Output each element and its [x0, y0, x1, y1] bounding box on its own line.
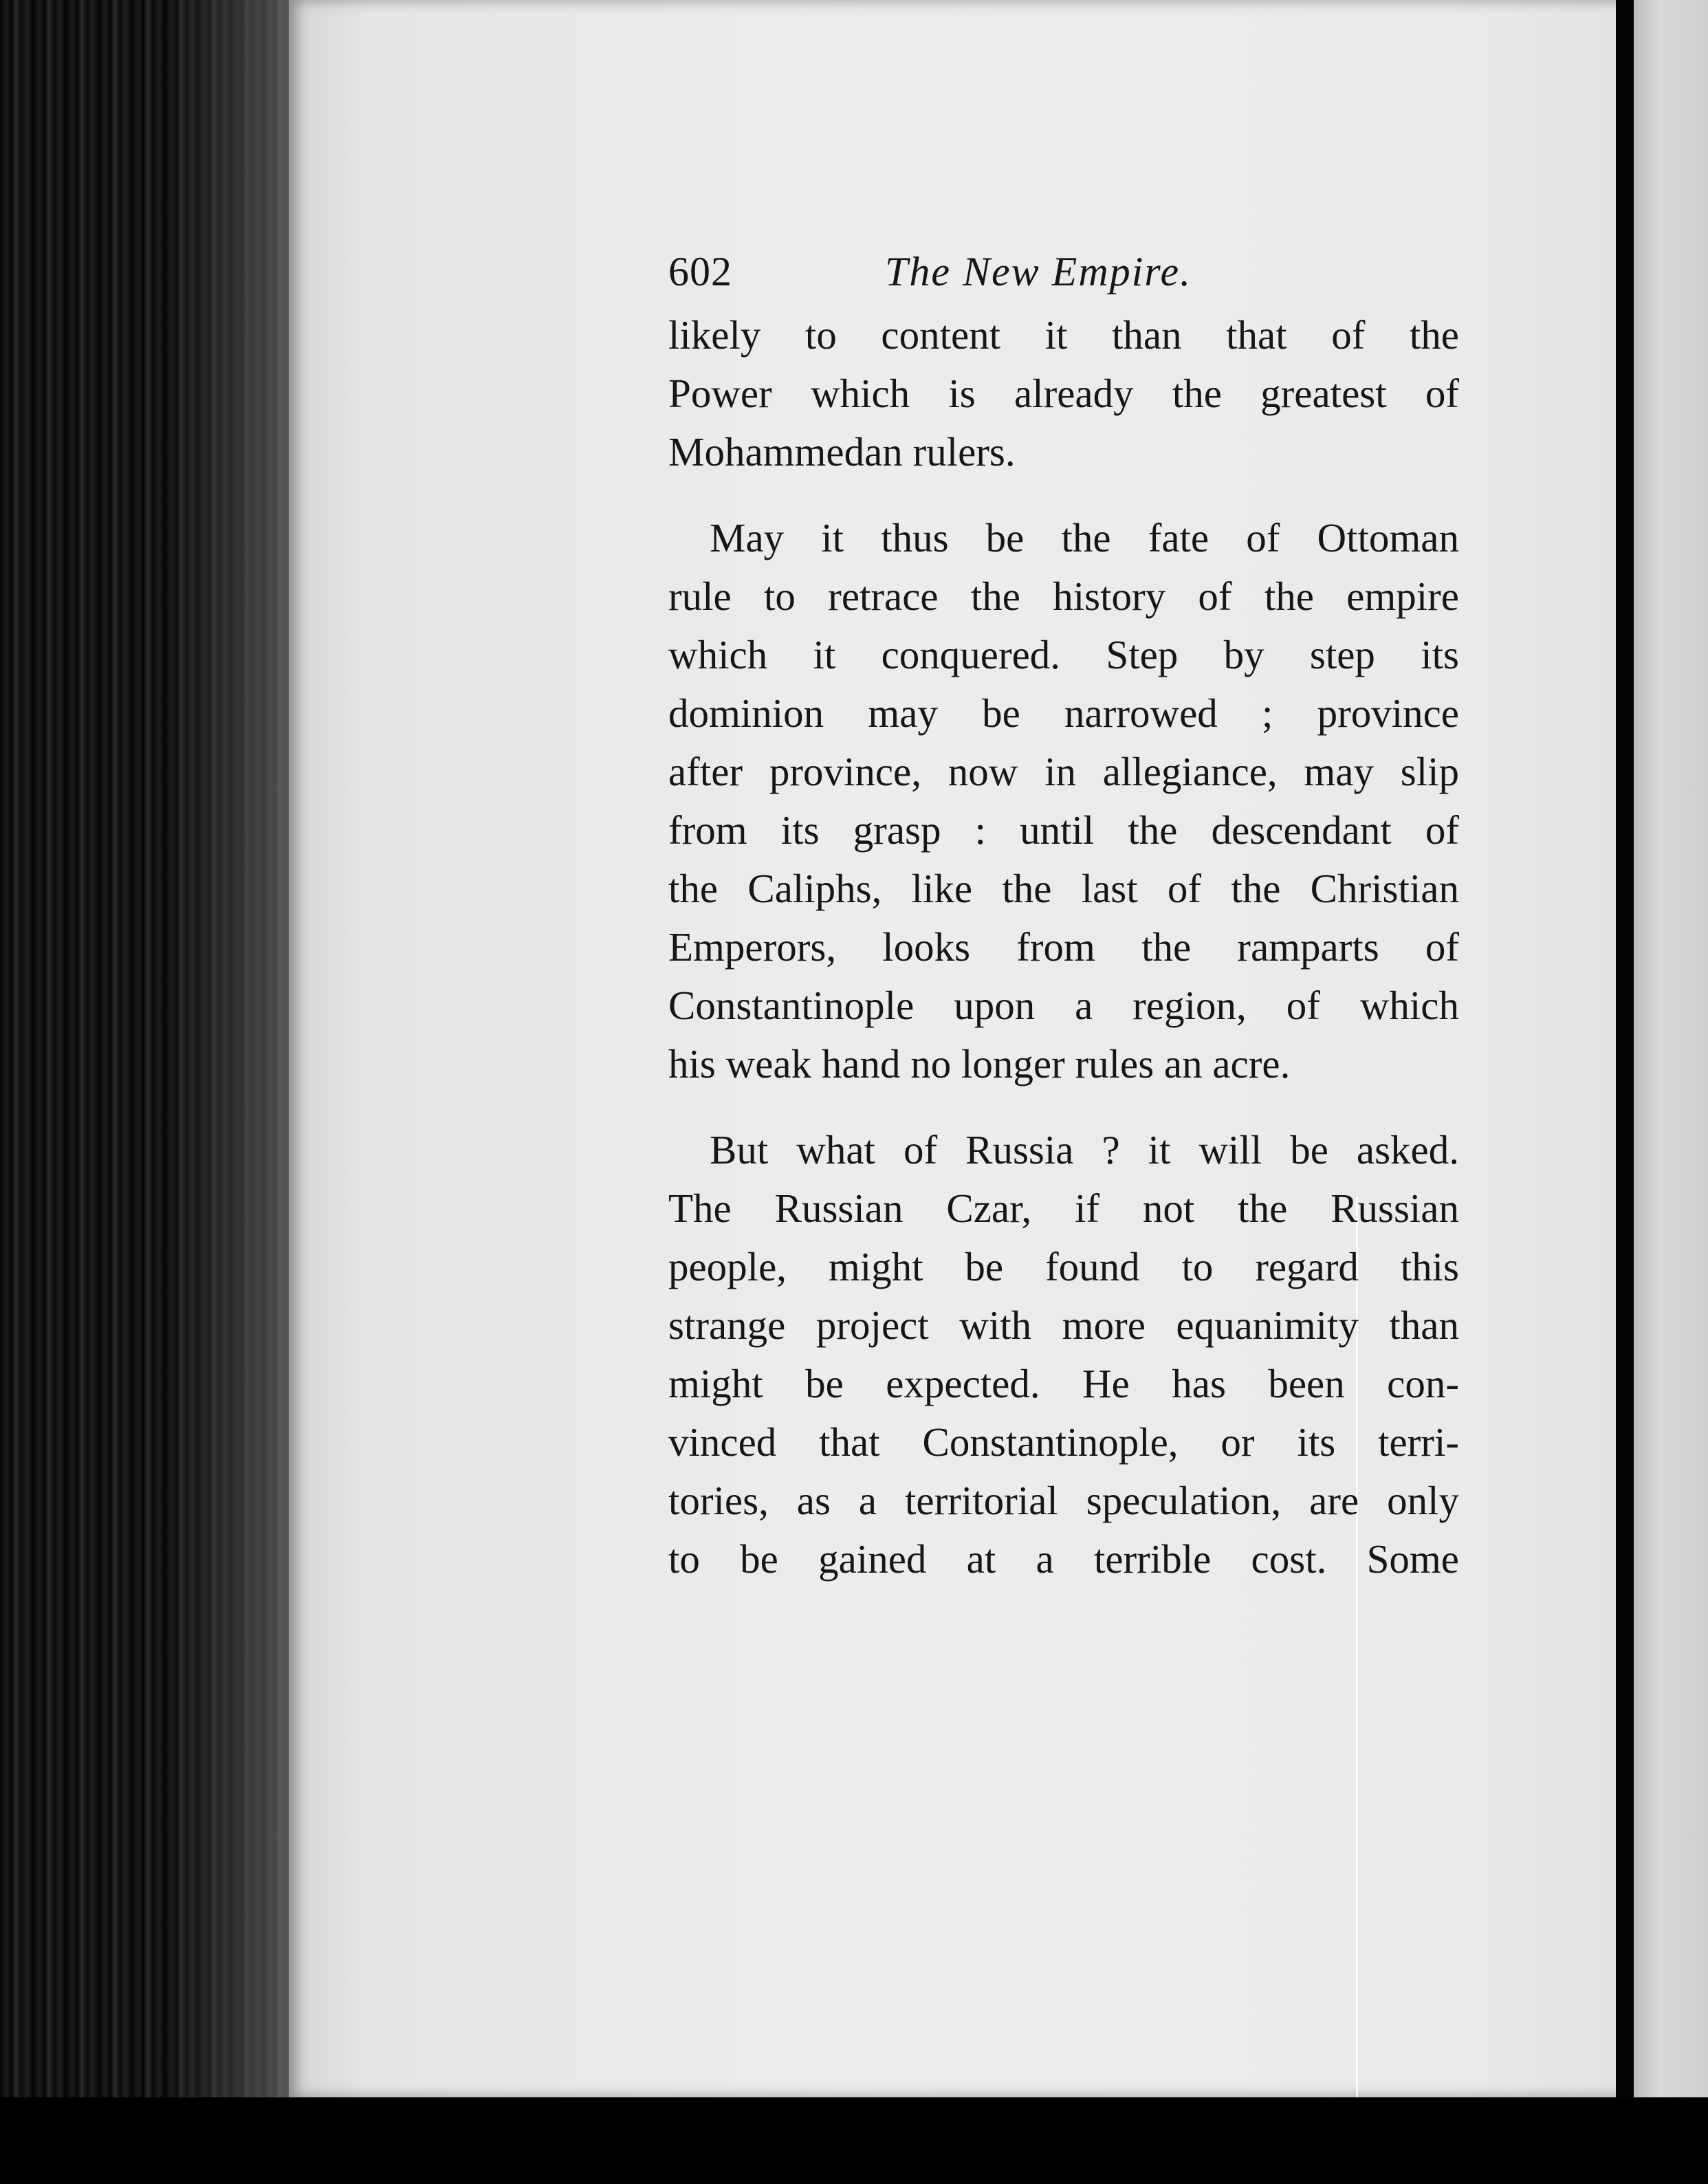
- text-line: strange project with more equanimity than: [668, 1302, 1459, 1348]
- text-line: tories, as a territorial speculation, are only: [668, 1478, 1459, 1523]
- text-line: people, might be found to regard this: [668, 1244, 1459, 1289]
- text-line: Power which is already the greatest of: [668, 371, 1459, 416]
- text-line: his weak hand no longer rules an acre.: [668, 1041, 1291, 1086]
- facing-page-edge: [1634, 0, 1708, 2184]
- text-line: Mohammedan rulers.: [668, 429, 1016, 474]
- text-line: vinced that Constantinople, or its terri-: [668, 1419, 1459, 1465]
- scan-bottom-border: [0, 2097, 1708, 2184]
- text-line: might be expected. He has been con-: [668, 1361, 1459, 1406]
- paragraph-3: [668, 1121, 1459, 1588]
- running-title: The New Empire.: [885, 249, 1192, 294]
- paragraph-2: [668, 509, 1459, 1093]
- text-line: after province, now in allegiance, may slip: [668, 749, 1459, 794]
- text-line: rule to retrace the history of the empire: [668, 574, 1459, 619]
- book-binding-edge: [0, 0, 303, 2184]
- page-number: 602: [668, 249, 732, 294]
- text-line: But what of Russia ? it will be asked.: [710, 1127, 1459, 1172]
- text-line: which it conquered. Step by step its: [668, 632, 1459, 677]
- text-line: dominion may be narrowed ; province: [668, 690, 1459, 736]
- gutter-shadow: [1616, 0, 1634, 2184]
- text-line: May it thus be the fate of Ottoman: [710, 515, 1459, 560]
- paragraph-1: [668, 306, 1459, 481]
- page-text: [668, 237, 1459, 1588]
- text-line: the Caliphs, like the last of the Christian: [668, 866, 1459, 911]
- text-line: Emperors, looks from the ramparts of: [668, 924, 1459, 970]
- text-line: from its grasp : until the descendant of: [668, 807, 1459, 853]
- text-line: to be gained at a terrible cost. Some: [668, 1536, 1459, 1582]
- text-line: Constantinople upon a region, of which: [668, 983, 1459, 1028]
- running-head: [668, 237, 1459, 306]
- text-line: likely to content it than that of the: [668, 312, 1459, 358]
- text-line: The Russian Czar, if not the Russian: [668, 1186, 1459, 1231]
